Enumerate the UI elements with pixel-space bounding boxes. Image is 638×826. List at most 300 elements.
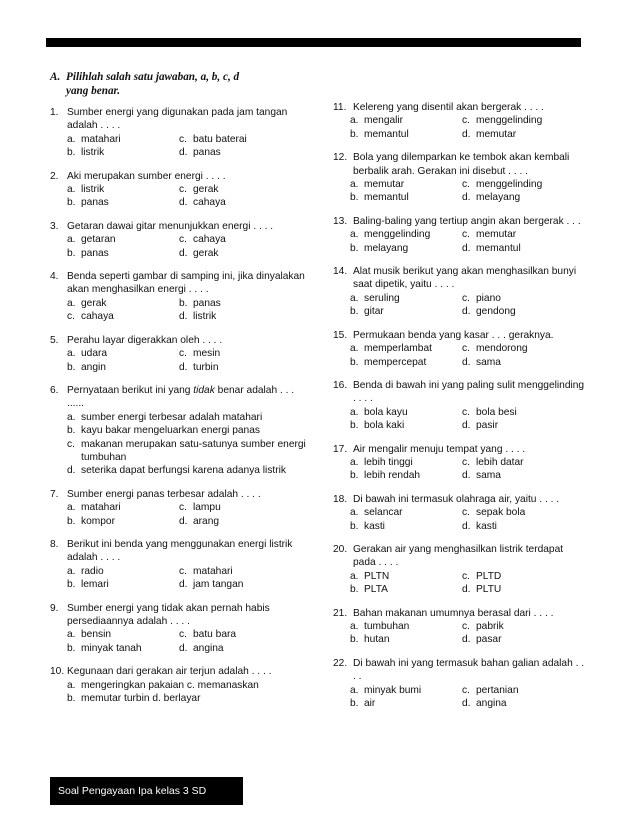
answer-options	[333, 114, 587, 141]
question-item	[333, 379, 587, 433]
question-number: 8.	[50, 538, 59, 550]
answer-option	[350, 178, 462, 191]
question-text: Sumber energi yang digunakan pada jam tangan adalah . . . .	[67, 107, 288, 132]
answer-option	[67, 679, 312, 692]
option-text: seruling	[364, 292, 400, 304]
option-letter: c.	[179, 234, 187, 246]
answer-options	[50, 347, 312, 374]
left-question-list	[50, 106, 312, 705]
option-text: getaran	[81, 234, 116, 246]
option-letter: b.	[350, 634, 359, 646]
option-text: PLTA	[364, 584, 388, 596]
option-text: radio	[81, 565, 104, 577]
answer-options	[50, 628, 312, 655]
option-letter: b.	[67, 247, 76, 259]
answer-option	[67, 438, 312, 465]
question-item	[50, 334, 312, 374]
option-letter: d.	[462, 356, 471, 368]
question-item	[333, 215, 587, 255]
question-text: Kelereng yang disentil akan bergerak . . . .	[353, 102, 544, 113]
option-text: lampu	[193, 502, 221, 514]
answer-option	[179, 297, 312, 310]
question-text: Bahan makanan umumnya berasal dari . . . .	[353, 607, 554, 619]
answer-option	[350, 242, 462, 255]
answer-option	[350, 191, 462, 204]
answer-option	[350, 469, 462, 482]
question-number: 11.	[333, 102, 347, 113]
option-letter: a.	[67, 629, 76, 641]
answer-option	[179, 642, 312, 655]
answer-option	[67, 146, 179, 159]
answer-option	[350, 697, 462, 710]
option-letter: a.	[350, 343, 359, 355]
option-letter: c.	[462, 406, 470, 418]
option-text: memutar turbin d. berlayar	[81, 693, 201, 705]
option-text: bola kaki	[364, 420, 405, 432]
question-number: 9.	[50, 602, 59, 614]
answer-option	[67, 692, 312, 705]
question-text: Sumber energi panas terbesar adalah . . . .	[67, 488, 261, 500]
answer-options	[333, 620, 587, 647]
answer-options	[333, 342, 587, 369]
answer-option	[462, 697, 587, 710]
question-number: 12.	[333, 152, 348, 164]
answer-options	[50, 297, 312, 324]
option-letter: b.	[67, 642, 76, 654]
question-number: 6.	[50, 384, 59, 396]
option-text: matahari	[193, 565, 233, 577]
option-letter: c.	[179, 565, 187, 577]
option-letter: c.	[67, 438, 75, 450]
option-text: memutar	[476, 229, 517, 241]
question-text: Air mengalir menuju tempat yang . . . .	[353, 443, 526, 455]
answer-option	[350, 356, 462, 369]
answer-options	[333, 506, 587, 533]
option-text: lemari	[81, 579, 109, 591]
option-letter: a.	[67, 297, 76, 309]
answer-option	[462, 356, 587, 369]
question-item	[333, 443, 587, 483]
option-letter: d.	[179, 197, 188, 209]
answer-option	[462, 406, 587, 419]
option-text: memantul	[364, 128, 409, 140]
option-letter: c.	[462, 229, 470, 241]
option-text: melayang	[476, 192, 521, 204]
option-text: kayu bakar mengeluarkan energi panas	[81, 425, 260, 437]
answer-option	[462, 292, 587, 305]
answer-option	[67, 411, 312, 424]
option-letter: d.	[179, 247, 188, 259]
section-letter: A.	[50, 71, 61, 83]
option-text: air	[364, 698, 376, 710]
question-text: Alat musik berikut yang akan menghasilkan bunyi saat dipetik, yaitu . . . .	[353, 266, 577, 291]
option-text: kasti	[476, 520, 497, 532]
option-letter: a.	[350, 229, 359, 241]
question-number: 2.	[50, 170, 59, 182]
option-letter: a.	[350, 406, 359, 418]
answer-option	[179, 578, 312, 591]
answer-option	[350, 570, 462, 583]
option-text: angin	[81, 361, 106, 373]
question-stem	[50, 106, 312, 133]
option-text: listrik	[81, 184, 105, 196]
question-number: 22.	[333, 657, 348, 669]
option-text: panas	[193, 297, 221, 309]
question-number: 17.	[333, 443, 348, 455]
option-letter: d.	[462, 242, 471, 254]
question-stem	[50, 170, 312, 183]
option-text: angina	[476, 698, 507, 710]
question-text: Di bawah ini termasuk olahraga air, yaitu . . . .	[353, 493, 560, 505]
option-letter: a.	[350, 179, 359, 191]
answer-option	[67, 642, 179, 655]
option-text: memperlambat	[364, 343, 432, 355]
question-text: Benda di bawah ini yang paling sulit menggelinding . . . .	[353, 379, 585, 405]
option-letter: b.	[350, 420, 359, 432]
answer-option	[67, 628, 179, 641]
option-text: hutan	[364, 634, 390, 646]
answer-option	[179, 501, 312, 514]
answer-option	[350, 228, 462, 241]
question-text-emphasis: tidak	[193, 384, 215, 396]
question-stem	[50, 384, 312, 411]
option-text: seterika dapat berfungsi karena adanya listrik	[81, 465, 286, 477]
option-text: pabrik	[476, 621, 504, 632]
option-text: sama	[476, 356, 501, 368]
option-text: matahari	[81, 502, 121, 514]
answer-option	[462, 419, 587, 432]
top-rule	[46, 38, 581, 47]
option-letter: d.	[179, 579, 188, 591]
option-letter: a.	[350, 292, 359, 304]
answer-options	[333, 456, 587, 483]
option-text: gerak	[193, 247, 219, 259]
option-letter: a.	[67, 133, 76, 145]
option-text: cahaya	[81, 311, 114, 323]
option-text: PLTU	[476, 584, 502, 596]
question-item	[50, 488, 312, 528]
answer-option	[67, 578, 179, 591]
option-text: menggelinding	[476, 115, 543, 127]
option-text: kasti	[364, 520, 385, 532]
option-text: gerak	[193, 184, 219, 196]
option-text: batu bara	[193, 629, 237, 641]
option-letter: d.	[462, 306, 471, 318]
option-letter: b.	[67, 197, 76, 209]
option-text: memantul	[364, 192, 409, 204]
question-item	[333, 607, 587, 647]
answer-option	[179, 196, 312, 209]
question-number: 5.	[50, 334, 59, 346]
answer-option	[350, 506, 462, 519]
option-letter: c.	[462, 343, 470, 355]
answer-option	[67, 297, 179, 310]
option-letter: d.	[67, 465, 76, 477]
answer-option	[462, 684, 587, 697]
answer-option	[179, 347, 312, 360]
answer-option	[67, 310, 179, 323]
answer-option	[179, 628, 312, 641]
option-text: panas	[81, 247, 109, 259]
footer-label: Soal Pengayaan Ipa kelas 3 SD	[50, 777, 243, 805]
answer-option	[67, 361, 179, 374]
option-letter: c.	[179, 629, 187, 641]
option-text: piano	[476, 292, 501, 304]
option-letter: d.	[179, 642, 188, 654]
answer-options	[333, 570, 587, 597]
answer-options	[50, 133, 312, 160]
answer-option	[350, 128, 462, 141]
option-text: memantul	[476, 242, 521, 254]
option-letter: a.	[67, 679, 76, 691]
question-item	[50, 665, 312, 705]
question-stem	[333, 379, 587, 406]
answer-option	[179, 310, 312, 323]
answer-option	[462, 633, 587, 646]
question-number: 15.	[333, 329, 348, 341]
question-stem	[333, 543, 587, 570]
option-text: pasir	[476, 420, 499, 432]
question-item	[333, 151, 587, 205]
answer-option	[350, 114, 462, 127]
option-letter: d.	[462, 192, 471, 204]
answer-option	[350, 342, 462, 355]
option-text: tumbuhan	[364, 621, 410, 632]
option-text: lebih tinggi	[364, 456, 413, 468]
option-letter: a.	[350, 456, 359, 468]
option-letter: d.	[462, 128, 471, 140]
left-column	[50, 70, 312, 715]
option-letter: c.	[462, 621, 470, 632]
answer-options	[333, 406, 587, 433]
answer-option	[462, 242, 587, 255]
option-text: minyak bumi	[364, 684, 422, 696]
option-text: selancar	[364, 507, 403, 519]
option-letter: b.	[350, 520, 359, 532]
question-item	[333, 543, 587, 597]
option-text: gerak	[81, 297, 107, 309]
question-text: Bola yang dilemparkan ke tembok akan kembali berbalik arah. Gerakan ini disebut . . . .	[353, 152, 570, 177]
answer-option	[179, 247, 312, 260]
option-text: cahaya	[193, 234, 226, 246]
option-letter: a.	[67, 348, 76, 360]
answer-option	[462, 583, 587, 596]
answer-option	[350, 305, 462, 318]
question-stem	[50, 334, 312, 347]
question-text-part: Pernyataan berikut ini yang	[67, 384, 194, 396]
option-text: melayang	[364, 242, 409, 254]
option-text: memutar	[476, 128, 517, 140]
question-stem	[333, 329, 587, 342]
option-text: pertanian	[476, 684, 519, 696]
question-text: Baling-baling yang tertiup angin akan bergerak . . .	[353, 215, 581, 227]
option-text: gitar	[364, 306, 384, 318]
answer-options	[333, 684, 587, 711]
question-text: Benda seperti gambar di samping ini, jika dinyalakan akan menghasilkan energi . . . .	[67, 271, 305, 296]
option-letter: d.	[179, 147, 188, 159]
question-item	[50, 106, 312, 160]
section-title-line2: yang benar.	[66, 85, 121, 97]
answer-options	[50, 411, 312, 478]
option-text: listrik	[81, 147, 105, 159]
answer-option	[350, 633, 462, 646]
question-stem	[333, 607, 587, 620]
answer-option	[67, 196, 179, 209]
option-text: mesin	[193, 348, 221, 360]
answer-option	[67, 247, 179, 260]
option-text: PLTD	[476, 570, 502, 582]
answer-option	[179, 361, 312, 374]
answer-option	[462, 178, 587, 191]
option-text: jam tangan	[193, 579, 244, 591]
right-question-list	[333, 101, 587, 710]
option-text: pasar	[476, 634, 502, 646]
question-stem	[333, 101, 587, 114]
answer-option	[67, 347, 179, 360]
option-text: mengalir	[364, 115, 404, 127]
question-number: 1.	[50, 107, 59, 118]
option-text: bola besi	[476, 406, 517, 418]
question-item	[50, 384, 312, 478]
answer-options	[333, 228, 587, 255]
question-number: 18.	[333, 493, 348, 505]
option-text: turbin	[193, 361, 219, 373]
question-item	[50, 170, 312, 210]
option-text: sepak bola	[476, 507, 526, 519]
answer-option	[462, 469, 587, 482]
right-column	[333, 101, 587, 720]
answer-option	[462, 456, 587, 469]
option-text: menggelinding	[364, 229, 431, 241]
option-letter: d.	[462, 520, 471, 532]
option-letter: a.	[67, 411, 76, 423]
option-letter: a.	[350, 684, 359, 696]
question-stem	[50, 488, 312, 501]
answer-options	[50, 183, 312, 210]
question-text: Getaran dawai gitar menunjukkan energi . . . .	[67, 220, 274, 232]
option-text: gendong	[476, 306, 516, 318]
question-text: Perahu layar digerakkan oleh . . . .	[67, 334, 223, 346]
option-letter: a.	[350, 507, 359, 519]
question-stem	[333, 657, 587, 684]
option-letter: c.	[462, 507, 470, 519]
answer-option	[350, 292, 462, 305]
option-letter: b.	[350, 192, 359, 204]
answer-option	[67, 424, 312, 437]
answer-option	[350, 406, 462, 419]
question-stem	[50, 538, 312, 565]
answer-option	[179, 133, 312, 146]
option-letter: c.	[179, 348, 187, 360]
question-item	[333, 101, 587, 141]
option-letter: c.	[67, 311, 75, 323]
question-number: 3.	[50, 220, 59, 232]
section-heading	[50, 70, 312, 98]
option-text: sama	[476, 470, 501, 482]
answer-options	[333, 178, 587, 205]
question-number: 21.	[333, 607, 348, 619]
question-item	[333, 329, 587, 369]
option-letter: c.	[462, 292, 470, 304]
answer-option	[67, 565, 179, 578]
question-number: 10.	[50, 666, 65, 678]
question-stem	[50, 220, 312, 233]
question-number: 7.	[50, 488, 59, 500]
option-letter: b.	[350, 698, 359, 710]
answer-option	[67, 515, 179, 528]
question-stem	[333, 215, 587, 228]
option-letter: d.	[179, 515, 188, 527]
answer-options	[50, 233, 312, 260]
answer-option	[179, 183, 312, 196]
option-letter: b.	[350, 584, 359, 596]
answer-options	[50, 679, 312, 706]
option-letter: d.	[462, 470, 471, 482]
option-letter: c.	[179, 184, 187, 196]
option-letter: c.	[462, 684, 470, 696]
answer-options	[50, 565, 312, 592]
answer-option	[462, 128, 587, 141]
option-letter: a.	[350, 621, 359, 632]
question-text	[67, 384, 312, 411]
option-text: mempercepat	[364, 356, 427, 368]
option-text: menggelinding	[476, 179, 543, 191]
option-letter: b.	[350, 470, 359, 482]
question-stem	[333, 493, 587, 506]
question-text: Berikut ini benda yang menggunakan energi listrik adalah . . . .	[67, 538, 293, 564]
option-text: panas	[81, 197, 109, 209]
question-text: Di bawah ini yang termasuk bahan galian adalah . . . .	[353, 657, 585, 683]
question-stem	[50, 602, 312, 629]
question-number: 16.	[333, 379, 348, 391]
question-text: Gerakan air yang menghasilkan listrik terdapat pada . . . .	[353, 543, 564, 569]
answer-option	[179, 233, 312, 246]
option-text: arang	[193, 515, 220, 527]
option-text: lebih rendah	[364, 470, 421, 482]
option-text: mengeringkan pakaian c. memanaskan	[81, 679, 259, 691]
option-letter: c.	[462, 179, 470, 191]
answer-option	[462, 342, 587, 355]
option-letter: a.	[67, 502, 76, 514]
option-letter: b.	[350, 306, 359, 318]
answer-option	[67, 133, 179, 146]
question-text: Aki merupakan sumber energi . . . .	[67, 170, 226, 182]
question-stem	[333, 443, 587, 456]
answer-option	[462, 305, 587, 318]
answer-option	[462, 114, 587, 127]
option-letter: b.	[179, 297, 188, 309]
option-letter: b.	[67, 515, 76, 527]
option-letter: d.	[179, 311, 188, 323]
answer-option	[350, 620, 462, 633]
question-item	[50, 538, 312, 592]
answer-option	[462, 506, 587, 519]
option-text: cahaya	[193, 197, 226, 209]
answer-option	[179, 565, 312, 578]
option-text: kompor	[81, 515, 115, 527]
question-item	[50, 602, 312, 656]
question-item	[50, 270, 312, 324]
question-item	[50, 220, 312, 260]
option-letter: b.	[350, 128, 359, 140]
section-title-line1: Pilihlah salah satu jawaban, a, b, c, d	[66, 71, 240, 83]
option-text: sumber energi terbesar adalah matahari	[81, 411, 263, 423]
answer-option	[462, 191, 587, 204]
option-letter: a.	[67, 234, 76, 246]
option-text: bensin	[81, 629, 112, 641]
question-stem	[333, 151, 587, 178]
option-letter: a.	[67, 184, 76, 196]
